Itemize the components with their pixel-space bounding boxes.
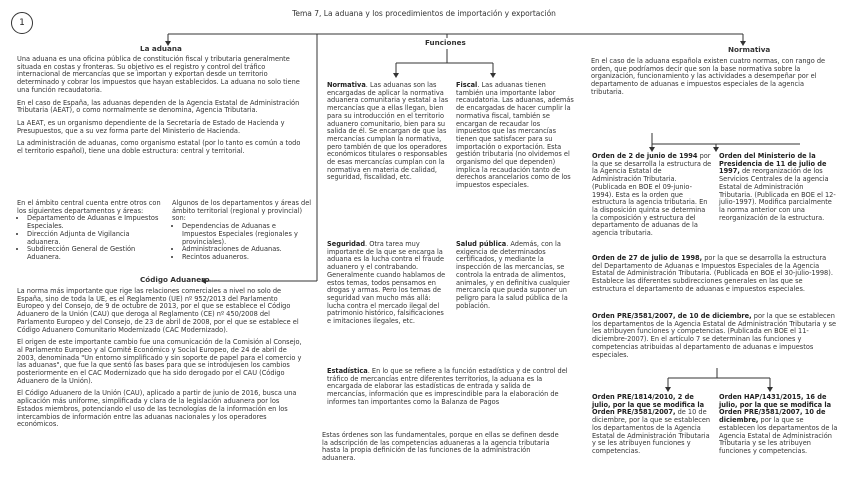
list-item: • Recintos aduaneros. <box>182 254 312 262</box>
codigo-paragraph: El Código Aduanero de la Unión (CAU), aplicado a partir de junio de 2016, busca una aplicación más uniforme, simplificada y clara de la legislación aduanera por los Estados miembros, potenciando el uso de las tecnologías de la información en los intercambios de información entre las aduanas nacionales y los operadores económicos. <box>17 389 297 429</box>
funcion-text: . Las aduanas son las encargadas de aplicar la normativa aduanera comunitaria y estatal a las mercancías que a ellas llegan, bien para su introducción en el territorio aduanero comunitario, bien para su salida de él. Se encargan de que las mercancías cumplan la normativa, pero también de que los operadores económicos titulares o responsables de esas mercancías cumplan con la normativa en materia de calidad, seguridad, fiscalidad, etc. <box>327 81 449 182</box>
orden-1997 <box>719 153 837 222</box>
normativa-heading: Normativa <box>728 45 771 54</box>
orden-label: Orden PRE/3581/2007, de 10 de diciembre, <box>592 312 752 320</box>
orden-label: Orden de 2 de junio de 1994 <box>592 152 698 160</box>
aduana-section <box>17 56 304 161</box>
funcion-text: . Otra tarea muy importante de la que se encarga la aduana es la lucha contra el fraude aduanero y el contrabando. Generalmente cuando hablamos de estos temas, todos pensamos en drogas y armas. Pero los temas de seguridad van mucho más allá: lucha contra el mercado ilegal del patrimonio histórico, falsificaciones e imitaciones ilegales, etc. <box>327 240 446 326</box>
document-title: Tema 7, La aduana y los procedimientos de importación y exportación <box>292 9 556 18</box>
orden-text: de 10 de diciembre, por la que se establecen los departamentos de la Agencia Estatal de Administración Tributaria y se les atribuyen funciones y competencias. <box>592 408 711 455</box>
aduana-paragraph: Una aduana es una oficina pública de constitución fiscal y tributaria generalmente situada en costas y fronteras. Su objetivo es el registro y control del tráfico internacional de mercancías que se importan y exportan desde un territorio determinado y cobrar los impuestos que hayan establecidos. La aduana no solo tiene una función recaudatoria. <box>17 55 300 94</box>
central-intro: En el ámbito central cuenta entre otros con los siguientes departamentos y áreas: <box>17 199 161 215</box>
orden-label: Orden de 27 de julio de 1998, <box>592 254 703 262</box>
list-item: • Subdirección General de Gestión Aduanera. <box>27 246 165 261</box>
orden-2010 <box>592 394 712 456</box>
page-number: 1 <box>19 18 25 28</box>
codigo-paragraph: El origen de este importante cambio fue una comunicación de la Comisión al Consejo, al Parlamento Europeo y al Comité Económico y Social Europeo, de 24 de abril de 2003, denominada "Un entorno simplificado y sin soporte de papel para el comercio y las aduanas", que fue la que sentó las bases para que se introdujesen los cambios posteriormente en el CAC Modernizado que ha sido derogado por el CAU (Código Aduanero de la Unión). <box>17 338 302 385</box>
central-block <box>17 200 165 262</box>
orden-1998 <box>592 255 838 294</box>
funcion-salud <box>456 241 574 310</box>
funcion-estadistica <box>327 368 572 407</box>
funcion-label: Salud pública <box>456 240 507 248</box>
orden-text: por la que se desarrolla la estructura de la Agencia Estatal de Administración Tributaria. (Publicada en BOE el 09-junio-1994). Esta es la orden que estructura la agencia tributaria. En la disposición quinta se determina la composición y estructura del departamento de aduanas de la agencia tributaria. <box>592 152 712 238</box>
list-item: • Dirección Adjunta de Vigilancia aduanera. <box>27 231 165 246</box>
codigo-paragraph: La norma más importante que rige las relaciones comerciales a nivel no solo de España, sino de toda la UE, es el Reglamento (UE) nº 952/2013 del Parlamento Europeo y del Consejo, de 9 de octubre de 2013, por el que se establece el Código Aduanero de la Unión (CAU) que deroga al Reglamento (CE) nº 450/2008 del Parlamento Europeo y del Consejo, de 23 de abril de 2008, por el que se establece el Código Aduanero Comunitario Modernizado (CAC Modernizado). <box>17 287 299 334</box>
funcion-label: Normativa <box>327 81 366 89</box>
funcion-normativa <box>327 82 449 182</box>
orden-label: Orden HAP/1431/2015, 16 de julio, por la que se modifica la Orden PRE/3581/2007, 10 de diciembre, <box>719 393 832 425</box>
funcion-text: . Las aduanas tienen también una importante labor recaudatoria. Las aduanas, además de encargadas de hacer cumplir la normativa fiscal, también se encargan de recaudar los impuestos que las mercancías tienen que satisfacer para su importación o exportación. Esta gestión tributaria (no olvidemos el organismo del que dependen) implica la recaudación tanto de derechos arancelarios como de los impuestos especiales. <box>456 81 574 190</box>
funcion-label: Seguridad <box>327 240 366 248</box>
funcion-label: Estadística <box>327 367 368 375</box>
funcion-text: . En lo que se refiere a la función estadística y de control del tráfico de mercancías entre diferentes territorios, la aduana es la encargada de elaborar las estadísticas de entrada y salida de mercancías, información que es imprescindible para la elaboración de informes tan importantes como la Balanza de Pagos <box>327 367 568 406</box>
orden-label: Orden PRE/1814/2010, 2 de julio, por la que se modifica la Orden PRE/3581/2007, <box>592 393 705 417</box>
aduana-paragraph: La AEAT, es un organismo dependiente de la Secretaría de Estado de Hacienda y Presupuestos, que a su vez forma parte del Ministerio de Hacienda. <box>17 118 285 135</box>
orden-text: por la que se establecen los departamentos de la Agencia Estatal de Administración Tributaria y se les atribuyen funciones y competencias. <box>719 416 838 455</box>
codigo-heading: Código Aduanero <box>140 275 210 284</box>
aduana-paragraph: La administración de aduanas, como organismo estatal (por lo tanto es común a todo el territorio español), tiene una doble estructura: central y territorial. <box>17 139 301 156</box>
aduana-heading: La aduana <box>140 44 182 53</box>
funcion-seguridad <box>327 241 449 326</box>
orden-text: por la que se establecen los departamentos de la Agencia Estatal de Administración Tributaria y se les atribuyen funciones y competencias. (Publicada en BOE el 11-diciembre-2007). En el artículo 7 se determinan las funciones y competencias atribuidas al departamento de aduanas e impuestos especiales. <box>592 312 837 359</box>
orden-label: Orden del Ministerio de la Presidencia de 11 de julio de 1997, <box>719 152 827 176</box>
closing-note: Estas órdenes son las fundamentales, porque en ellas se definen desde la adscripción de las competencias aduaneras a la agencia tributaria hasta la propia definición de las funciones de la administración aduanera. <box>322 431 559 463</box>
list-item: • Administraciones de Aduanas. <box>182 246 312 254</box>
territorial-block <box>172 200 312 262</box>
orden-text: de reorganización de los Servicios Centrales de la agencia Estatal de Administración Tributaria. (Publicada en BOE el 12-julio-1997). Modifica parcialmente la norma anterior con una reorganización de la estructura. <box>719 167 836 222</box>
territorial-intro: Algunos de los departamentos y áreas del ámbito territorial (regional y provincial) son: <box>172 199 312 223</box>
orden-1994 <box>592 153 712 238</box>
list-item: • Departamento de Aduanas e Impuestos Especiales. <box>27 215 165 230</box>
orden-2007 <box>592 313 838 359</box>
funciones-heading: Funciones <box>425 38 466 47</box>
aduana-paragraph: En el caso de España, las aduanas dependen de la Agencia Estatal de Administración Tributaria (AEAT), o como normalmente se denomina, Agencia Tributaria. <box>17 98 300 115</box>
list-item: • Dependencias de Aduanas e Impuestos Especiales (regionales y provinciales). <box>182 223 312 246</box>
funcion-fiscal <box>456 82 574 190</box>
codigo-section <box>17 288 306 434</box>
central-list <box>17 215 165 261</box>
funcion-text: . Además, con la exigencia de determinados certificados, y mediante la inspección de las mercancías, se controla la entrada de alimentos, animales, y en definitiva cualquier mercancía que pueda suponer un peligro para la salud pública de la población. <box>456 240 570 310</box>
normativa-intro: En el caso de la aduana española existen cuatro normas, con rango de orden, que podríamos decir que son la base normativa sobre la organización, funcionamiento y las actividades a desempeñar por el departamento de aduanas e impuestos especiales de la agencia tributaria. <box>591 57 826 96</box>
funcion-label: Fiscal <box>456 81 478 89</box>
orden-2015 <box>719 394 839 456</box>
orden-text: por la que se desarrolla la estructura del Departamento de Aduanas e Impuestos Especiales de la Agencia Estatal de Administración Tributaria. (Publicada en BOE el 30-julio-1998). Establece las diferentes subdirecciones generales en las que se estructura el departamento de aduanas e impuestos especiales. <box>592 254 833 293</box>
territorial-list <box>172 223 312 262</box>
